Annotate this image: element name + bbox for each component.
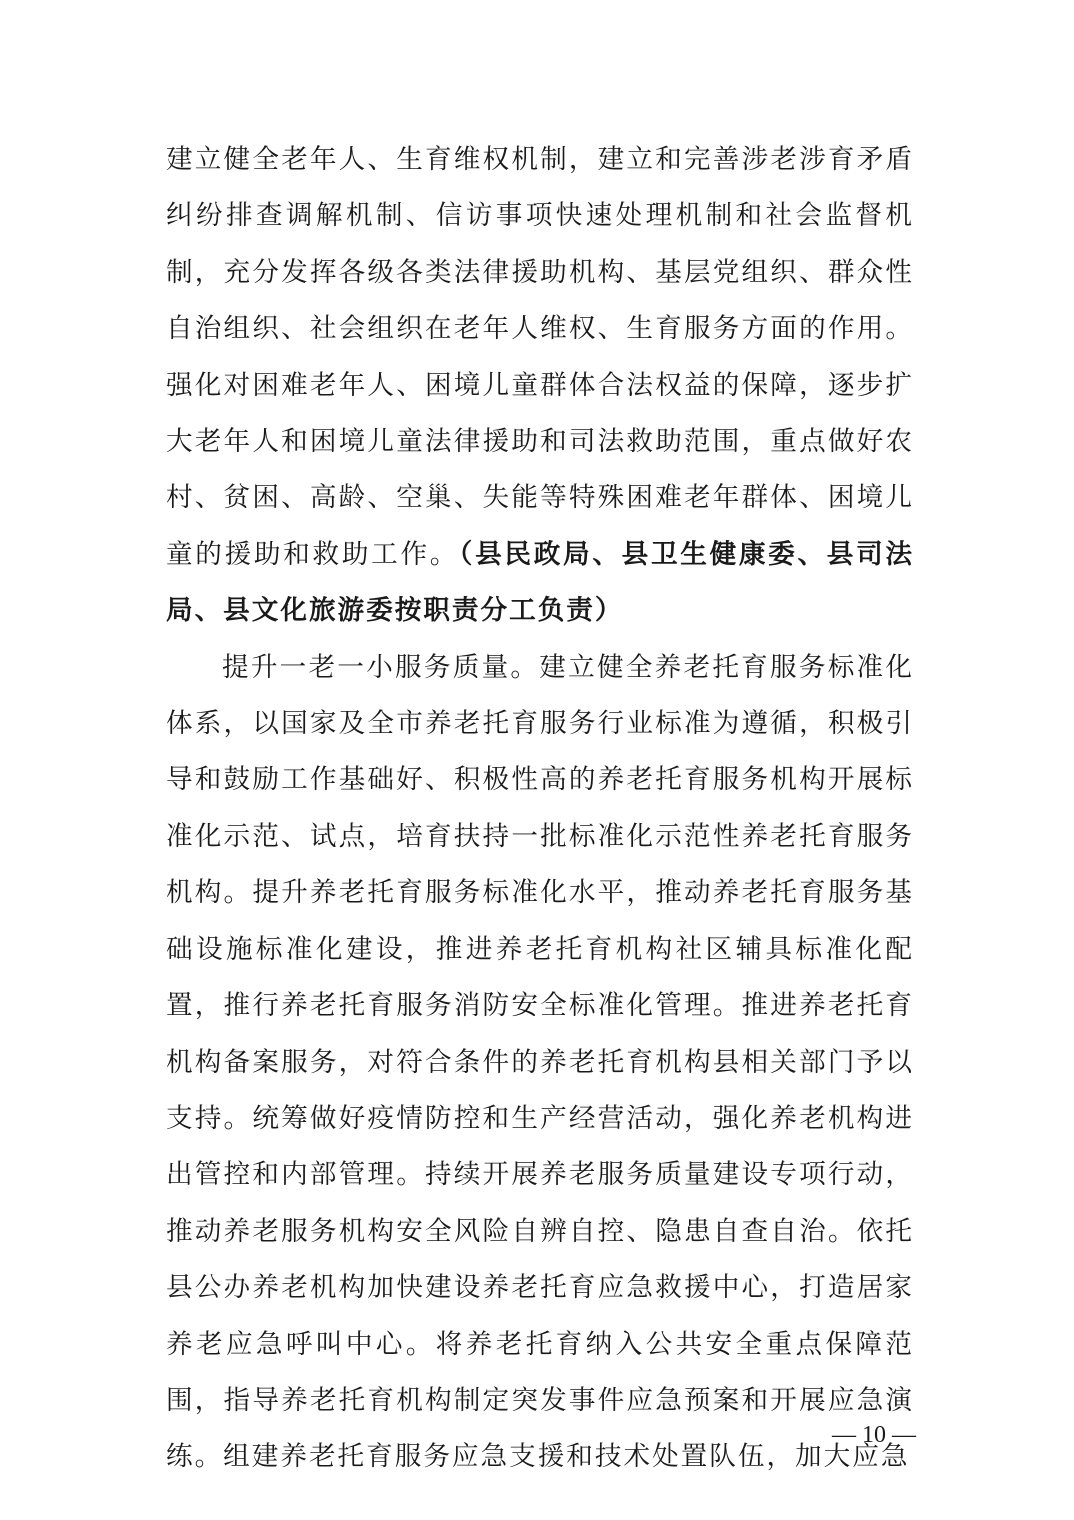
paragraph-1-responsibility: （县民政局、县卫生健康委、县司法局、县文化旅游委按职责分工负责） (166, 538, 915, 627)
paragraph-1 (166, 132, 914, 640)
page-number: — 10 — (832, 1422, 916, 1448)
paragraph-1-text: 建立健全老年人、生育维权机制，建立和完善涉老涉育矛盾纠纷排查调解机制、信访事项快速处理机制和社会监督机制，充分发挥各级各类法律援助机构、基层党组织、群众性自治组织、社会组织在老年人维权、生育服务方面的作用。强化对困难老年人、困境儿童群体合法权益的保障，逐步扩大老年人和困境儿童法律援助和司法救助范围，重点做好农村、贫困、高龄、空巢、失能等特殊困难老年群体、困境儿童的援助和救助工作。 (166, 144, 914, 570)
paragraph-2-text: 提升一老一小服务质量。建立健全养老托育服务标准化体系，以国家及全市养老托育服务行业标准为遵循，积极引导和鼓励工作基础好、积极性高的养老托育服务机构开展标准化示范、试点，培育扶持一批标准化示范性养老托育服务机构。提升养老托育服务标准化水平，推动养老托育服务基础设施标准化建设，推进养老托育机构社区辅具标准化配置，推行养老托育服务消防安全标准化管理。推进养老托育机构备案服务，对符合条件的养老托育机构县相关部门予以支持。统筹做好疫情防控和生产经营活动，强化养老机构进出管控和内部管理。持续开展养老服务质量建设专项行动，推动养老服务机构安全风险自辨自控、隐患自查自治。依托县公办养老机构加快建设养老托育应急救援中心，打造居家养老应急呼叫中心。将养老托育纳入公共安全重点保障范围，指导养老托育机构制定突发事件应急预案和开展应急演练。组建养老托育服务应急支援和技术处置队伍，加大应急 (166, 651, 914, 1473)
body-text (166, 132, 914, 1486)
paragraph-2 (166, 640, 914, 1486)
